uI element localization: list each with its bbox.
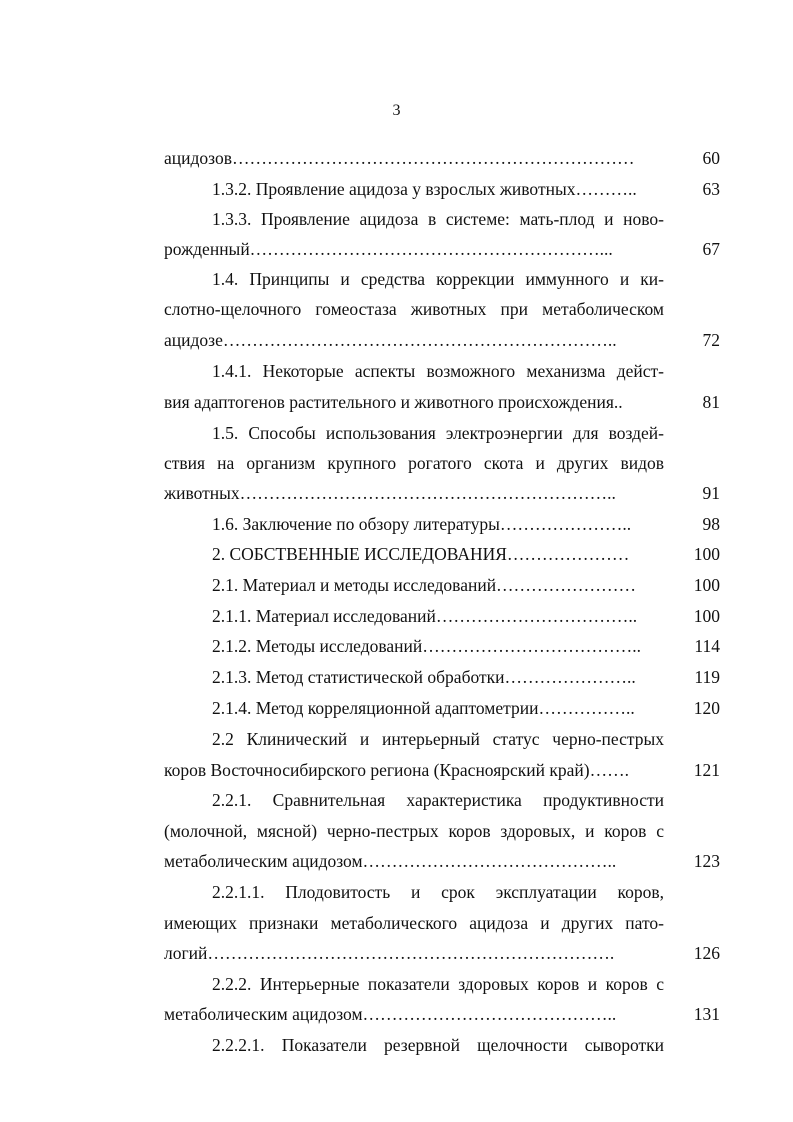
toc-line-14: 2. СОБСТВЕННЫЕ ИССЛЕДОВАНИЯ………………… xyxy=(212,544,630,564)
toc-line-22: 2.2.1. Сравнительная характеристика продуктивности xyxy=(212,790,664,810)
toc-line-30: 2.2.2.1. Показатели резервной щелочности сыворотки xyxy=(212,1035,664,1055)
toc-page-98: 98 xyxy=(702,514,720,534)
toc-line-3: 1.3.3. Проявление ацидоза в системе: мать-плод и ново- xyxy=(212,209,664,229)
toc-page-114: 114 xyxy=(694,636,720,656)
toc-line-11: ствия на организм крупного рогатого скота и других видов xyxy=(164,453,664,473)
toc-line-2: 1.3.2. Проявление ацидоза у взрослых животных……….. xyxy=(212,179,637,199)
toc-page-81: 81 xyxy=(702,392,720,412)
toc-line-17: 2.1.2. Методы исследований……………………………….. xyxy=(212,636,642,656)
toc-line-13: 1.6. Заключение по обзору литературы………………….. xyxy=(212,514,632,534)
toc-line-6: слотно-щелочного гомеостаза животных при метаболическом xyxy=(164,299,664,319)
toc-page-72: 72 xyxy=(702,330,720,350)
toc-line-7: ацидозе………………………………………………………….. xyxy=(164,330,617,350)
toc-page-119: 119 xyxy=(694,667,720,687)
toc-line-10: 1.5. Способы использования электроэнергии для воздей- xyxy=(212,423,664,443)
toc-line-1: ацидозов…………………………………………………………… xyxy=(164,148,635,168)
toc-page-100a: 100 xyxy=(693,544,720,564)
toc-line-15: 2.1. Материал и методы исследований…………………… xyxy=(212,575,637,595)
toc-line-23: (молочной, мясной) черно-пестрых коров здоровых, и коров с xyxy=(164,821,664,841)
toc-line-8: 1.4.1. Некоторые аспекты возможного механизма дейст- xyxy=(212,361,664,381)
toc-line-9: вия адаптогенов растительного и животного происхождения.. xyxy=(164,392,623,412)
toc-page-126: 126 xyxy=(693,943,720,963)
toc-line-19: 2.1.4. Метод корреляционной адаптометрии…………….. xyxy=(212,698,635,718)
toc-page-60: 60 xyxy=(702,148,720,168)
toc-line-18: 2.1.3. Метод статистической обработки………………….. xyxy=(212,667,636,687)
toc-line-5: 1.4. Принципы и средства коррекции иммунного и ки- xyxy=(212,269,664,289)
toc-line-16: 2.1.1. Материал исследований…………………………….. xyxy=(212,606,638,626)
toc-line-28: 2.2.2. Интерьерные показатели здоровых коров и коров с xyxy=(212,974,664,994)
toc-line-24: метаболическим ацидозом…………………………………….. xyxy=(164,851,617,871)
toc-line-4: рожденный……………………………………………………... xyxy=(164,239,613,259)
toc-page-121: 121 xyxy=(693,760,720,780)
toc-page-67: 67 xyxy=(702,239,720,259)
toc-page-91: 91 xyxy=(702,483,720,503)
toc-line-12: животных……………………………………………………….. xyxy=(164,483,616,503)
toc-line-27: логий……………………………………………………………. xyxy=(164,943,615,963)
toc-page-123: 123 xyxy=(693,851,720,871)
toc-page-100b: 100 xyxy=(693,575,720,595)
toc-line-21: коров Восточносибирского региона (Красноярский край)……. xyxy=(164,760,629,780)
page-number: 3 xyxy=(392,102,401,119)
toc-line-29: метаболическим ацидозом…………………………………….. xyxy=(164,1004,617,1024)
toc-page-120: 120 xyxy=(693,698,720,718)
toc-page-100c: 100 xyxy=(693,606,720,626)
toc-page-63: 63 xyxy=(702,179,720,199)
toc-line-26: имеющих признаки метаболического ацидоза и других пато- xyxy=(164,913,664,933)
toc-line-20: 2.2 Клинический и интерьерный статус черно-пестрых xyxy=(212,729,664,749)
toc-page-131: 131 xyxy=(693,1004,720,1024)
toc-line-25: 2.2.1.1. Плодовитость и срок эксплуатации коров, xyxy=(212,882,664,902)
